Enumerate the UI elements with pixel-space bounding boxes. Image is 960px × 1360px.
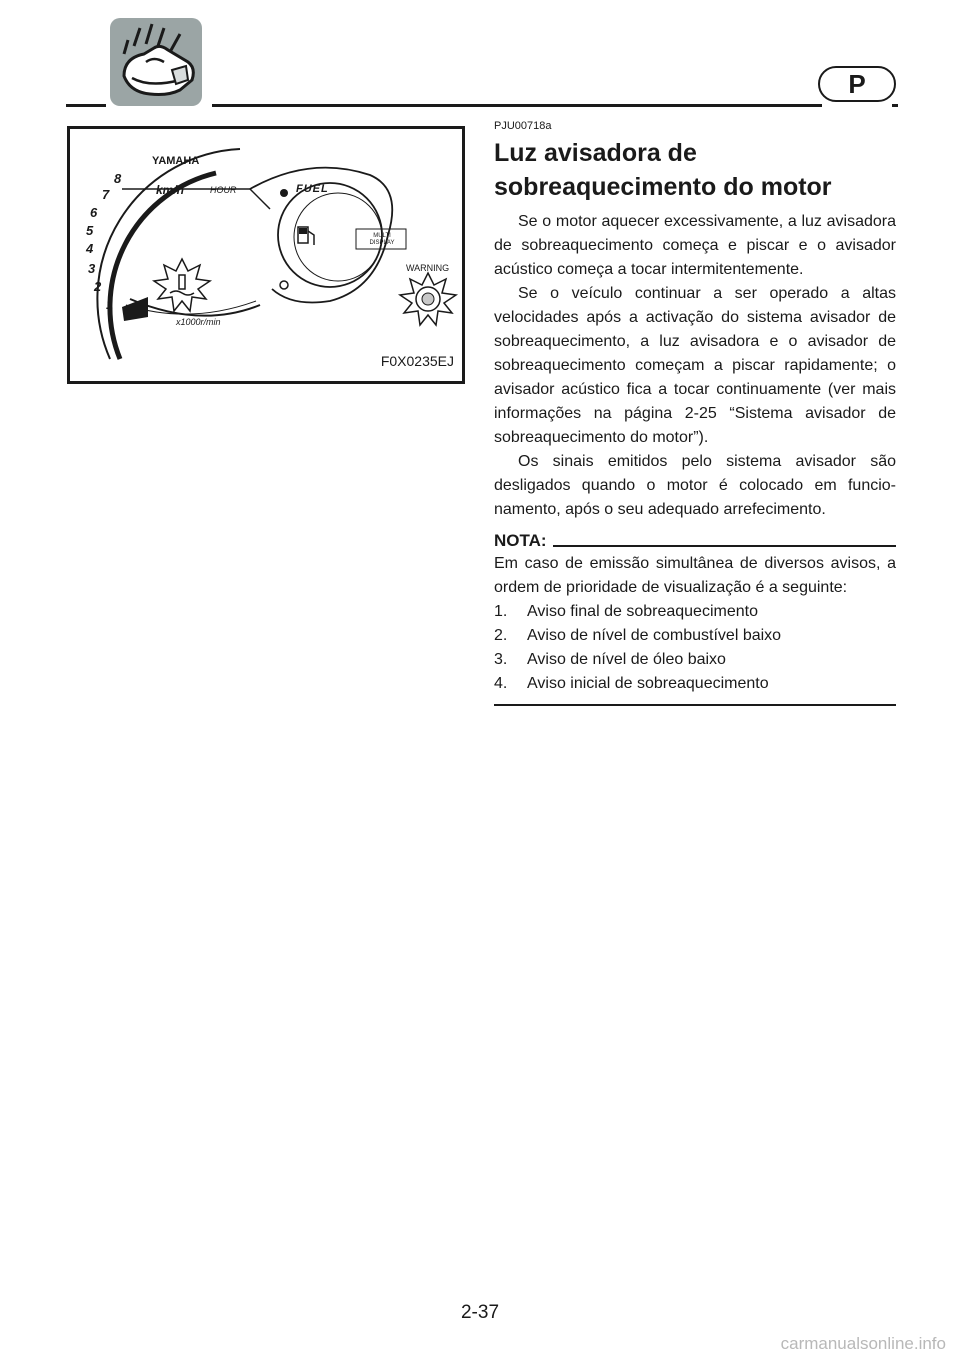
list-item-number: 1. <box>494 603 508 620</box>
page-number: 2-37 <box>460 1302 500 1323</box>
fuel-pump-icon <box>298 227 314 245</box>
rpm-tick: 6 <box>90 205 98 220</box>
language-tag: P <box>818 66 896 102</box>
rpm-tick: 8 <box>114 171 122 186</box>
warning-light-icon <box>400 273 456 325</box>
rpm-tick: 2 <box>94 279 102 294</box>
figure-code: F0X0235EJ <box>380 353 454 369</box>
section-reference: PJU00718a <box>494 120 552 132</box>
header-rule-left <box>66 104 106 107</box>
note-end-rule <box>494 704 896 706</box>
list-item <box>494 600 896 624</box>
rpm-tick: 3 <box>88 261 96 276</box>
rpm-tick: 4 <box>86 241 94 256</box>
rpm-tick: 7 <box>102 187 110 202</box>
list-item-text: Aviso inicial de sobreaquecimento <box>527 675 769 692</box>
header-rule-end <box>892 104 898 107</box>
section-title-line1: Luz avisadora de <box>494 139 697 167</box>
rpm-tick: 1 <box>106 297 114 312</box>
content-column <box>494 120 896 706</box>
watermark: carmanualsonline.info <box>780 1334 946 1353</box>
list-item-number: 2. <box>494 627 508 644</box>
paragraph: Se o motor aquecer excessivamente, a luz avisadora de sobreaquecimento começa e piscar e o avisador acústico começa a tocar intermitentemente. <box>494 213 896 278</box>
list-item <box>494 672 896 696</box>
hour-label: HOUR <box>210 185 237 195</box>
note-rule <box>553 545 896 547</box>
paragraph: Os sinais emitidos pelo sistema avisador são desligados quando o motor é colocado em funcionamento, após o seu adequado arrefecimento. <box>494 453 896 518</box>
rpm-unit-label: x1000r/min <box>176 317 221 327</box>
multi-display-label: MULTI DISPLAY <box>369 233 395 246</box>
list-item-text: Aviso de nível de combustível baixo <box>527 627 782 644</box>
list-item <box>494 648 896 672</box>
priority-list <box>494 600 896 696</box>
list-item-number: 3. <box>494 651 508 668</box>
list-item-text: Aviso final de sobreaquecimento <box>527 603 758 620</box>
section-title-line2: sobreaquecimento do motor <box>494 173 832 201</box>
list-item <box>494 624 896 648</box>
note-label: NOTA: <box>494 531 547 550</box>
note-text: Em caso de emissão simultânea de diversos avisos, a ordem de prioridade de visualização é a seguinte: <box>494 555 896 596</box>
rpm-tick: 5 <box>86 223 94 238</box>
engine-temperature-icon <box>154 259 210 311</box>
instrument-panel-figure <box>67 126 465 384</box>
speed-unit-label: km/h <box>156 183 185 197</box>
section-title <box>494 136 896 204</box>
header-rule-right <box>212 104 822 107</box>
brand-label: YAMAHA <box>152 155 200 167</box>
list-item-number: 4. <box>494 675 508 692</box>
fuel-label: FUEL <box>296 183 329 195</box>
list-item-text: Aviso de nível de óleo baixo <box>527 651 726 668</box>
warning-label: WARNING <box>406 263 450 273</box>
paragraph: Se o veículo continuar a ser operado a altas velocidades após a activação do sistema avisador de sobreaquecimento, a luz avisadora e o avisador de sobreaquecimento começam a piscar rapidamente; o avisador acústico fica a tocar continuamente (ver mais informações na página 2-25 “Sistema avisador de sobreaquecimento do motor”). <box>494 285 896 446</box>
note-heading <box>494 530 896 552</box>
jet-ski-icon <box>110 18 202 106</box>
